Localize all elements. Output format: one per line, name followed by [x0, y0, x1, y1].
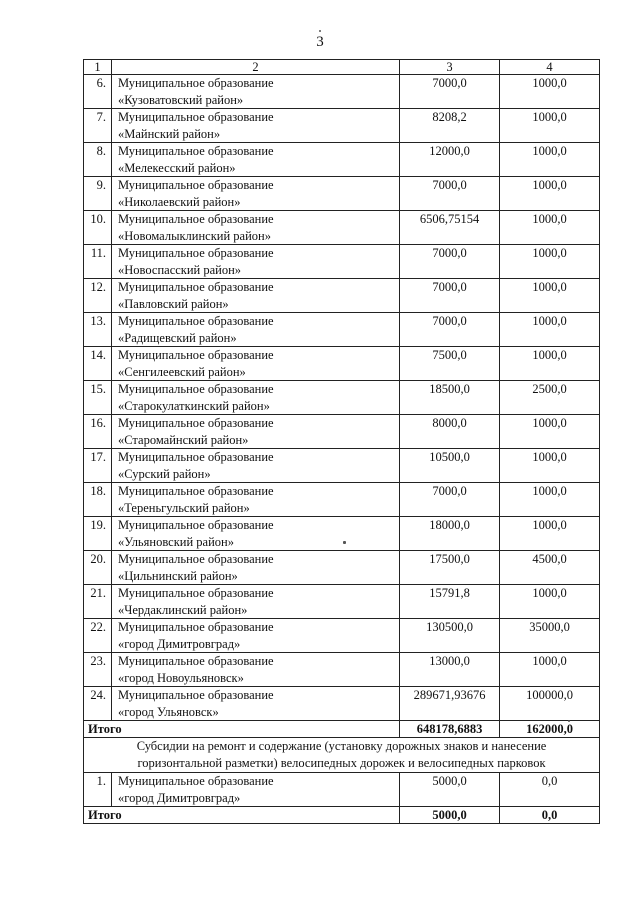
table-row — [84, 585, 600, 619]
row-number: 17. — [84, 449, 112, 483]
row-number: 12. — [84, 279, 112, 313]
row-name-line1: Муниципальное образование — [118, 620, 274, 634]
table-row — [84, 653, 600, 687]
row-name-line1: Муниципальное образование — [118, 246, 274, 260]
row-name-line2: «Сенгилеевский район» — [118, 364, 246, 379]
row-number: 18. — [84, 483, 112, 517]
row-number: 20. — [84, 551, 112, 585]
row-name-cell — [112, 313, 400, 347]
row-name-line2: «Майнский район» — [118, 126, 221, 141]
row-value-col4: 100000,0 — [500, 687, 600, 721]
row-number: 23. — [84, 653, 112, 687]
section-heading-row — [84, 738, 600, 773]
row-name-line1: Муниципальное образование — [118, 586, 274, 600]
row-name-line1: Муниципальное образование — [118, 484, 274, 498]
row-value-col4: 1000,0 — [500, 211, 600, 245]
row-value-col3: 17500,0 — [400, 551, 500, 585]
row-number: 21. — [84, 585, 112, 619]
row-name-cell — [112, 687, 400, 721]
row-value-col3: 130500,0 — [400, 619, 500, 653]
row-value-col4: 1000,0 — [500, 585, 600, 619]
row-name-cell — [112, 551, 400, 585]
row-value-col3: 5000,0 — [400, 773, 500, 807]
section-heading-line1: Субсидии на ремонт и содержание (установку дорожных знаков и нанесение — [136, 739, 547, 753]
row-value-col3: 7000,0 — [400, 313, 500, 347]
row-value-col3: 7000,0 — [400, 483, 500, 517]
row-value-col4: 1000,0 — [500, 415, 600, 449]
row-value-col4: 1000,0 — [500, 347, 600, 381]
row-number: 8. — [84, 143, 112, 177]
row-value-col4: 1000,0 — [500, 109, 600, 143]
row-value-col3: 12000,0 — [400, 143, 500, 177]
row-value-col4: 0,0 — [500, 773, 600, 807]
row-name-line2: «Павловский район» — [118, 296, 229, 311]
header-cell: 4 — [500, 60, 600, 75]
total-row — [84, 721, 600, 738]
row-name-cell — [112, 483, 400, 517]
total-label: Итого — [84, 807, 400, 824]
row-value-col4: 4500,0 — [500, 551, 600, 585]
row-name-line1: Муниципальное образование — [118, 688, 274, 702]
scan-speck — [343, 541, 346, 544]
row-name-line2: «Новомалыклинский район» — [118, 228, 271, 243]
table-row — [84, 449, 600, 483]
row-value-col3: 13000,0 — [400, 653, 500, 687]
row-value-col3: 8000,0 — [400, 415, 500, 449]
row-name-line1: Муниципальное образование — [118, 774, 274, 788]
row-name-line1: Муниципальное образование — [118, 110, 274, 124]
total-value-col3: 5000,0 — [400, 807, 500, 824]
table-row — [84, 687, 600, 721]
row-value-col3: 10500,0 — [400, 449, 500, 483]
page-number: 3 — [316, 34, 324, 50]
table-row — [84, 517, 600, 551]
row-name-line2: «Сурский район» — [118, 466, 211, 481]
row-name-cell — [112, 211, 400, 245]
row-number: 13. — [84, 313, 112, 347]
row-name-line1: Муниципальное образование — [118, 314, 274, 328]
row-name-cell — [112, 619, 400, 653]
row-name-line2: «Новоспасский район» — [118, 262, 242, 277]
row-name-cell — [112, 415, 400, 449]
row-value-col3: 8208,2 — [400, 109, 500, 143]
row-value-col4: 35000,0 — [500, 619, 600, 653]
table-row — [84, 177, 600, 211]
row-name-line2: «Старокулаткинский район» — [118, 398, 270, 413]
table-row — [84, 211, 600, 245]
row-name-line1: Муниципальное образование — [118, 382, 274, 396]
row-number: 1. — [84, 773, 112, 807]
table-row — [84, 75, 600, 109]
row-value-col4: 1000,0 — [500, 653, 600, 687]
row-value-col3: 7000,0 — [400, 75, 500, 109]
section-heading — [84, 738, 600, 773]
total-value-col3: 648178,6883 — [400, 721, 500, 738]
row-number: 9. — [84, 177, 112, 211]
header-cell: 2 — [112, 60, 400, 75]
row-value-col3: 7500,0 — [400, 347, 500, 381]
row-name-line2: «Кузоватовский район» — [118, 92, 244, 107]
row-name-cell — [112, 517, 400, 551]
subsidy-table — [83, 59, 600, 824]
row-name-line1: Муниципальное образование — [118, 654, 274, 668]
scan-speck — [319, 30, 321, 32]
row-value-col4: 1000,0 — [500, 177, 600, 211]
table-header-row — [84, 60, 600, 75]
row-name-line1: Муниципальное образование — [118, 178, 274, 192]
row-value-col4: 1000,0 — [500, 75, 600, 109]
table-row — [84, 381, 600, 415]
row-name-line2: «Ульяновский район» — [118, 534, 234, 549]
table-row — [84, 483, 600, 517]
row-name-line1: Муниципальное образование — [118, 450, 274, 464]
header-cell: 1 — [84, 60, 112, 75]
row-name-line1: Муниципальное образование — [118, 518, 274, 532]
row-name-line2: «город Ульяновск» — [118, 704, 219, 719]
table-row — [84, 109, 600, 143]
row-name-cell — [112, 653, 400, 687]
row-name-line1: Муниципальное образование — [118, 416, 274, 430]
total-value-col4: 162000,0 — [500, 721, 600, 738]
row-number: 11. — [84, 245, 112, 279]
row-name-cell — [112, 245, 400, 279]
row-name-line1: Муниципальное образование — [118, 280, 274, 294]
row-value-col3: 18500,0 — [400, 381, 500, 415]
row-value-col3: 7000,0 — [400, 279, 500, 313]
table-row — [84, 551, 600, 585]
row-value-col4: 1000,0 — [500, 313, 600, 347]
row-name-line1: Муниципальное образование — [118, 552, 274, 566]
row-name-cell — [112, 449, 400, 483]
row-name-cell — [112, 279, 400, 313]
scan-speck — [568, 720, 570, 722]
row-number: 22. — [84, 619, 112, 653]
total-value-col4: 0,0 — [500, 807, 600, 824]
row-name-cell — [112, 585, 400, 619]
row-name-line1: Муниципальное образование — [118, 212, 274, 226]
row-value-col3: 6506,75154 — [400, 211, 500, 245]
row-value-col4: 1000,0 — [500, 279, 600, 313]
row-number: 15. — [84, 381, 112, 415]
table-row — [84, 143, 600, 177]
row-value-col3: 18000,0 — [400, 517, 500, 551]
row-value-col4: 1000,0 — [500, 449, 600, 483]
row-value-col4: 1000,0 — [500, 245, 600, 279]
table-row — [84, 415, 600, 449]
row-name-line2: «Николаевский район» — [118, 194, 241, 209]
row-number: 19. — [84, 517, 112, 551]
row-value-col3: 7000,0 — [400, 245, 500, 279]
row-value-col3: 289671,93676 — [400, 687, 500, 721]
table-row — [84, 313, 600, 347]
table-row — [84, 619, 600, 653]
row-name-cell — [112, 773, 400, 807]
row-name-line1: Муниципальное образование — [118, 144, 274, 158]
row-value-col4: 1000,0 — [500, 143, 600, 177]
row-name-cell — [112, 347, 400, 381]
row-number: 7. — [84, 109, 112, 143]
row-name-cell — [112, 143, 400, 177]
row-number: 16. — [84, 415, 112, 449]
table-row — [84, 245, 600, 279]
row-value-col4: 2500,0 — [500, 381, 600, 415]
row-value-col3: 15791,8 — [400, 585, 500, 619]
row-name-line2: «Тереньгульский район» — [118, 500, 250, 515]
row-value-col4: 1000,0 — [500, 483, 600, 517]
total-row — [84, 807, 600, 824]
row-name-line2: «Радищевский район» — [118, 330, 237, 345]
row-name-line2: «город Новоульяновск» — [118, 670, 244, 685]
row-name-line1: Муниципальное образование — [118, 348, 274, 362]
row-name-line1: Муниципальное образование — [118, 76, 274, 90]
row-number: 10. — [84, 211, 112, 245]
row-name-line2: «город Димитровград» — [118, 636, 241, 651]
header-cell: 3 — [400, 60, 500, 75]
row-number: 6. — [84, 75, 112, 109]
row-name-line2: «Цильнинский район» — [118, 568, 238, 583]
row-name-cell — [112, 75, 400, 109]
row-number: 24. — [84, 687, 112, 721]
table-row — [84, 347, 600, 381]
table-row — [84, 773, 600, 807]
total-label: Итого — [84, 721, 400, 738]
row-name-cell — [112, 381, 400, 415]
row-name-line2: «город Димитровград» — [118, 790, 241, 805]
table-row — [84, 279, 600, 313]
row-value-col4: 1000,0 — [500, 517, 600, 551]
section-heading-line2: горизонтальной разметки) велосипедных дорожек и велосипедных парковок — [137, 756, 546, 770]
row-name-line2: «Старомайнский район» — [118, 432, 249, 447]
row-number: 14. — [84, 347, 112, 381]
row-name-line2: «Мелекесский район» — [118, 160, 236, 175]
row-name-cell — [112, 109, 400, 143]
row-value-col3: 7000,0 — [400, 177, 500, 211]
row-name-cell — [112, 177, 400, 211]
row-name-line2: «Чердаклинский район» — [118, 602, 248, 617]
